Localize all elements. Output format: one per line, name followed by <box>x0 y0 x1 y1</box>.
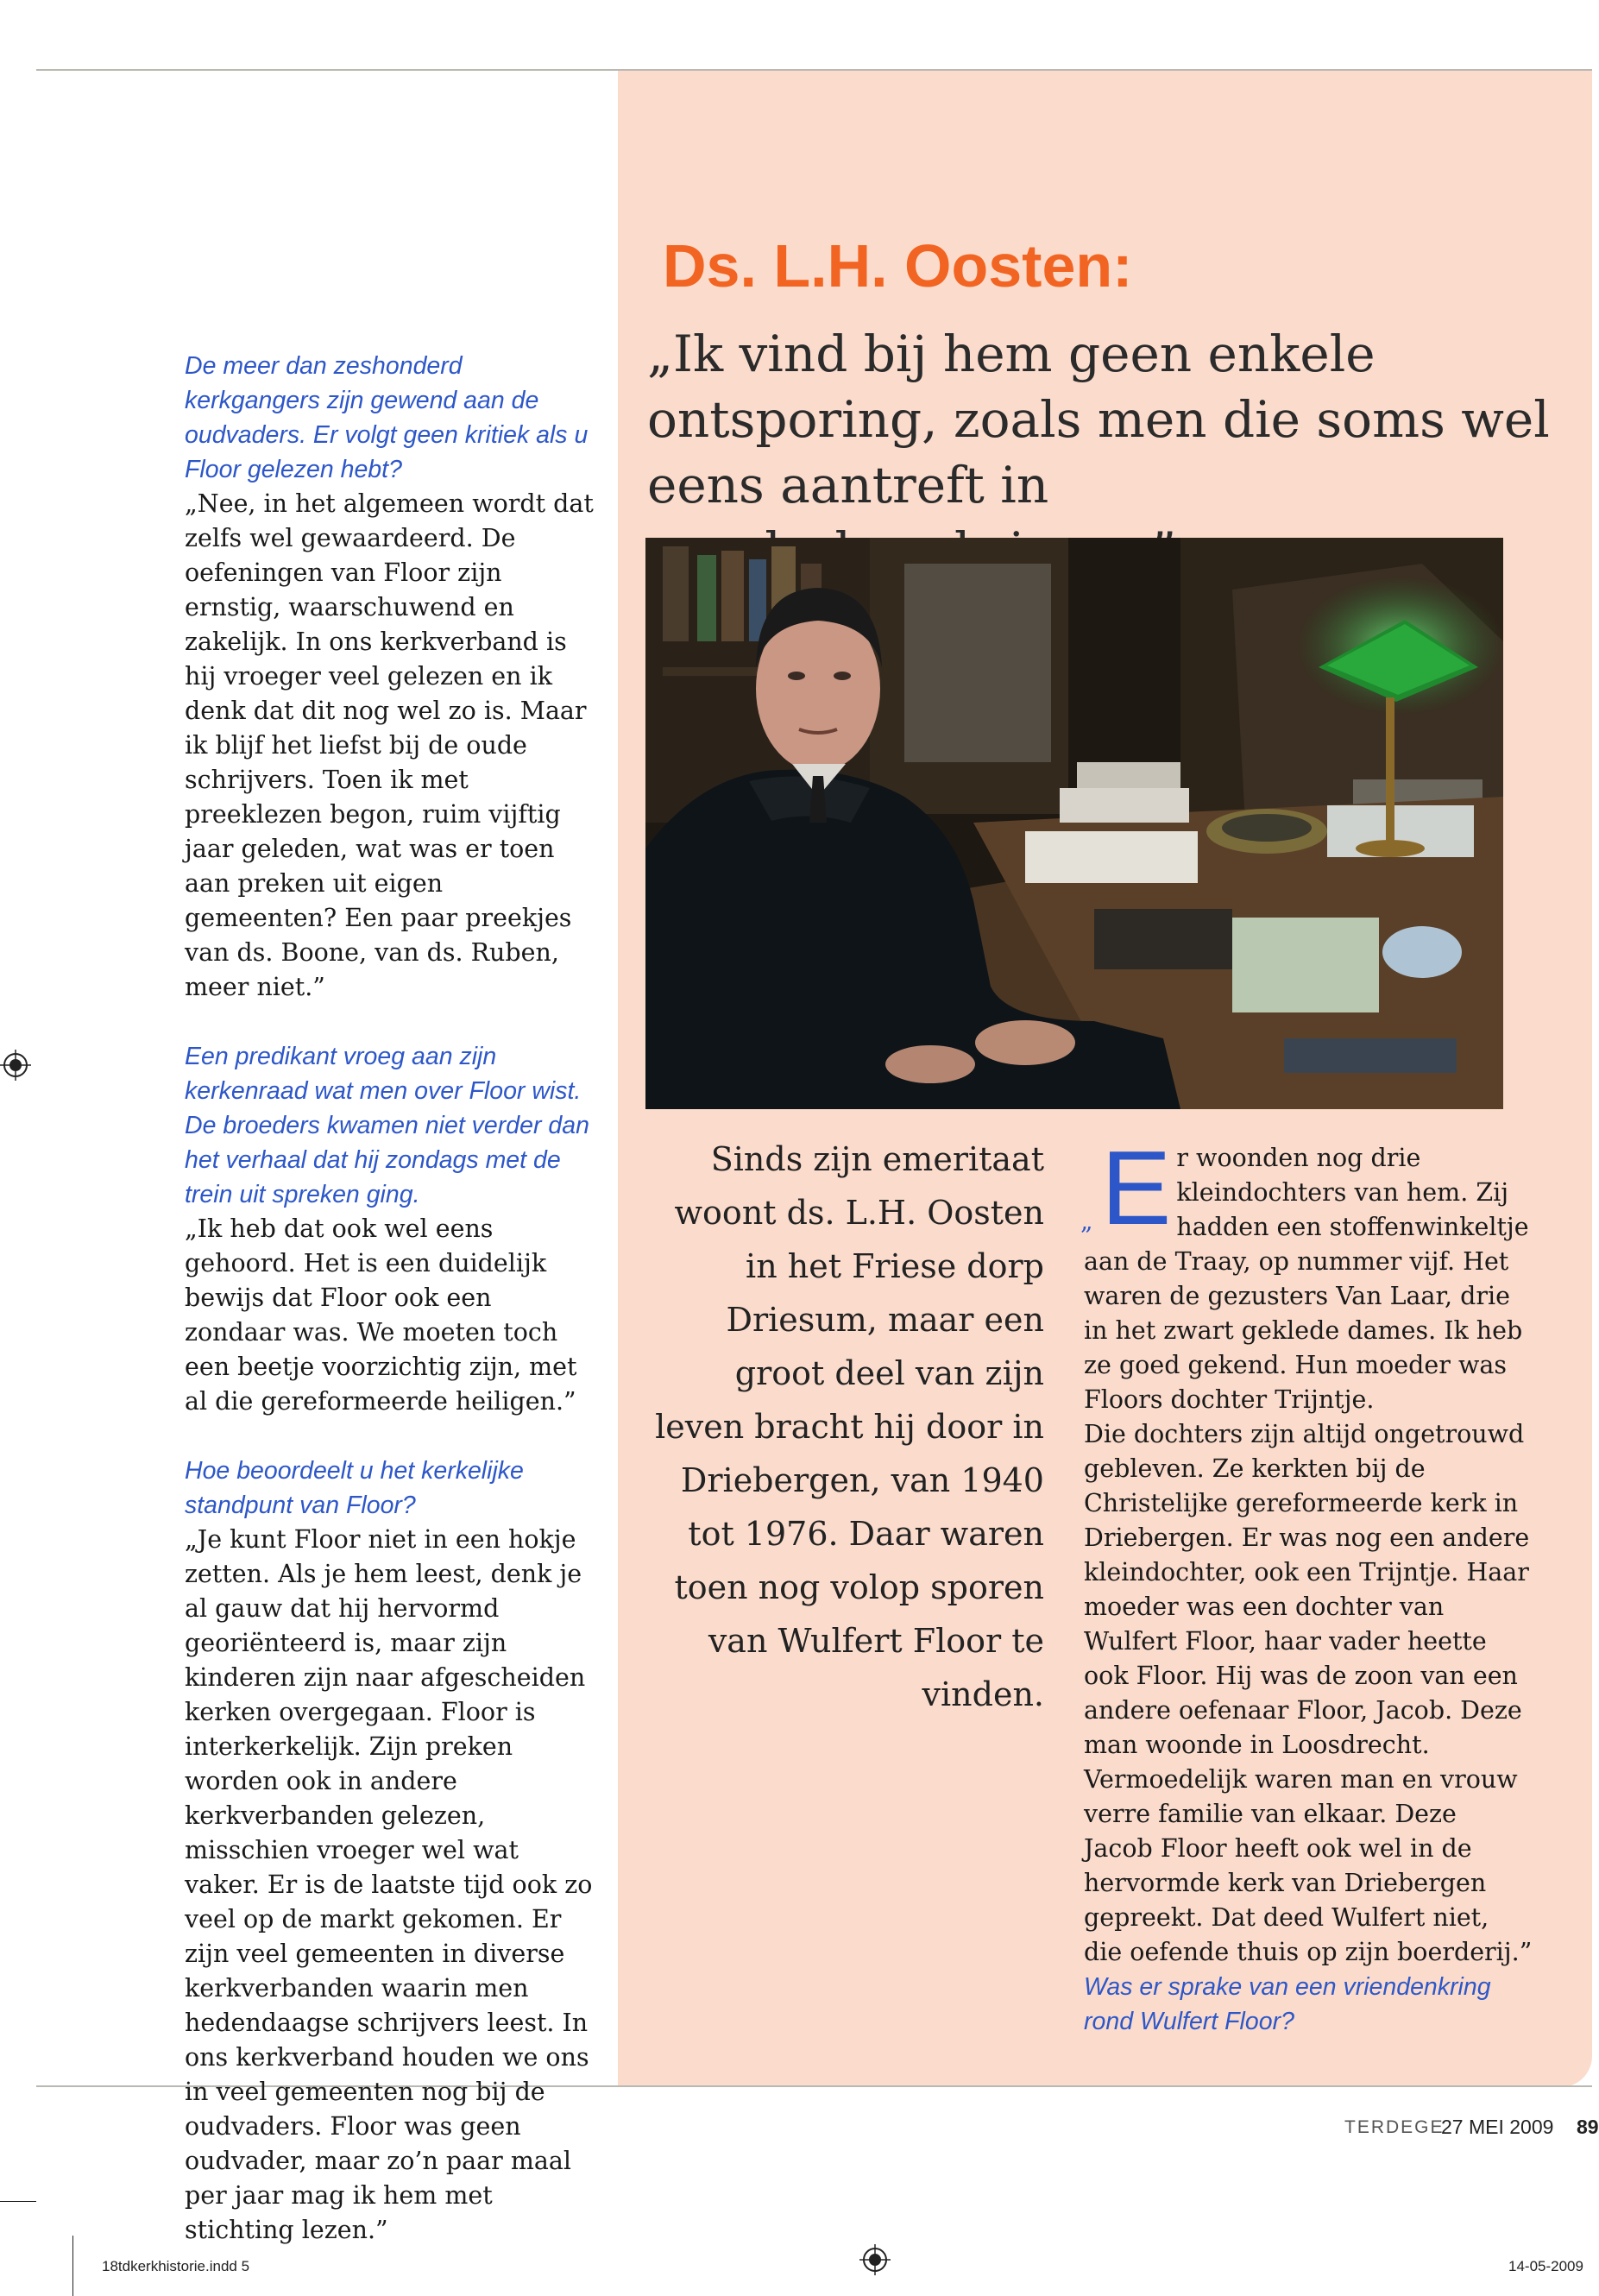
interview-answer: „Ik heb dat ook wel eens gehoord. Het is een duidelijk bewijs dat Floor ook een zondaar was. We moeten toch een beetje voorzichtig zijn, met al die gereformeerde heiligen.” <box>185 1214 577 1416</box>
qa-block <box>185 1454 597 2248</box>
intro-text: Sinds zijn emeritaat woont ds. L.H. Oosten in het Friese dorp Driesum, maar een groot deel van zijn leven bracht hij door in Driebergen, van 1940 tot 1976. Daar waren toen nog volop sporen van Wulfert Floor te vinden. <box>655 1140 1044 1713</box>
interview-answer: „Je kunt Floor niet in een hokje zetten. Als je hem leest, denk je al gauw dat hij hervormd georiënteerd is, maar zijn kinderen zijn naar afgescheiden kerken overgegaan. Floor is interkerkelijk. Zijn preken worden ook in andere kerkverbanden gelezen, misschien vroeger wel wat vaker. Er is de laatste tijd ook zo veel op de markt gekomen. Er zijn veel gemeenten in diverse kerkverbanden waarin men hedendaagse schrijvers leest. In ons kerkverband houden we ons in veel gemeenten nog bij de oudvaders. Floor was geen oudvader, maar zo’n paar maal per jaar mag ik hem met stichting lezen.” <box>185 1525 593 2244</box>
paragraph <box>1080 1129 1533 1417</box>
registration-mark-icon <box>0 1050 31 1081</box>
print-date: 14-05-2009 <box>1508 2258 1583 2274</box>
qa-block <box>185 1039 597 1419</box>
article-heading: Ds. L.H. Oosten: <box>663 232 1133 300</box>
footer-page-number: 89 <box>1577 2116 1599 2138</box>
crop-mark <box>72 2236 73 2296</box>
footer-magazine: TERDEGE <box>1344 2117 1445 2137</box>
drop-cap-letter: E <box>1101 1129 1172 1246</box>
crop-mark <box>0 2201 36 2202</box>
interview-answer: „Nee, in het algemeen wordt dat zelfs wel gewaardeerd. De oefeningen van Floor zijn ernstig, waarschuwend en zakelijk. In ons kerkverband is hij vroeger veel gelezen en ik denk dat dit nog wel zo is. Maar ik blijf het liefst bij de oude schrijvers. Toen ik met preeklezen begon, ruim vijftig jaar geleden, wat was er toen aan preken uit eigen gemeenten? Een paar preekjes van ds. Boone, van ds. Ruben, meer niet.” <box>185 489 594 1001</box>
drop-cap <box>1080 1129 1172 1246</box>
right-column <box>1080 1129 1533 1970</box>
paragraph-text: r woonden nog drie kleindochters van hem. Zij hadden een stoffenwinkeltje aan de Traay, op nummer vijf. Het waren de gezusters Van Laar, drie in het zwart geklede dames. Ik heb ze goed gekend. Hun moeder was Floors dochter Trijntje. <box>1084 1144 1529 1414</box>
qa-block <box>185 349 597 1005</box>
interview-question: Was er sprake van een vriendenkring rond Wulfert Floor? <box>1084 1973 1491 2035</box>
print-filename: 18tdkerkhistorie.indd 5 <box>102 2258 250 2274</box>
pull-quote: „Ik vind bij hem geen enkele ontsporing, zoals men die soms wel eens aantreft in <box>647 325 1550 514</box>
registration-mark-icon <box>859 2244 891 2275</box>
interview-question: De meer dan zeshonderd kerkgangers zijn gewend aan de oudvaders. Er volgt geen kritiek als u Floor gelezen hebt? <box>185 352 589 483</box>
interview-question: Hoe beoordeelt u het kerkelijke standpunt van Floor? <box>185 1457 524 1519</box>
drop-cap-quote: „ <box>1080 1207 1093 1235</box>
portrait-photo <box>645 538 1503 1109</box>
left-column <box>185 349 597 2282</box>
paragraph: Die dochters zijn altijd ongetrouwd gebleven. Ze kerkten bij de Christelijke gereformeerde kerk in Driebergen. Er was nog een andere kleindochter, ook een Trijntje. Haar moeder was een dochter van Wulfert Floor, haar vader heette ook Floor. Hij was de zoon van een andere oefenaar Floor, Jacob. Deze man woonde in Loosdrecht. Vermoedelijk waren man en vrouw verre familie van elkaar. Deze Jacob Floor heeft ook wel in de hervormde kerk van Driebergen gepreekt. Dat deed Wulfert niet, die oefende thuis op zijn boerderij.” <box>1084 1420 1533 1966</box>
interview-question: Een predikant vroeg aan zijn kerkenraad wat men over Floor wist. De broeders kwamen niet verder dan het verhaal dat hij zondags met de trein uit spreken ging. <box>185 1043 589 1208</box>
footer-date: 27 MEI 2009 <box>1441 2116 1554 2138</box>
